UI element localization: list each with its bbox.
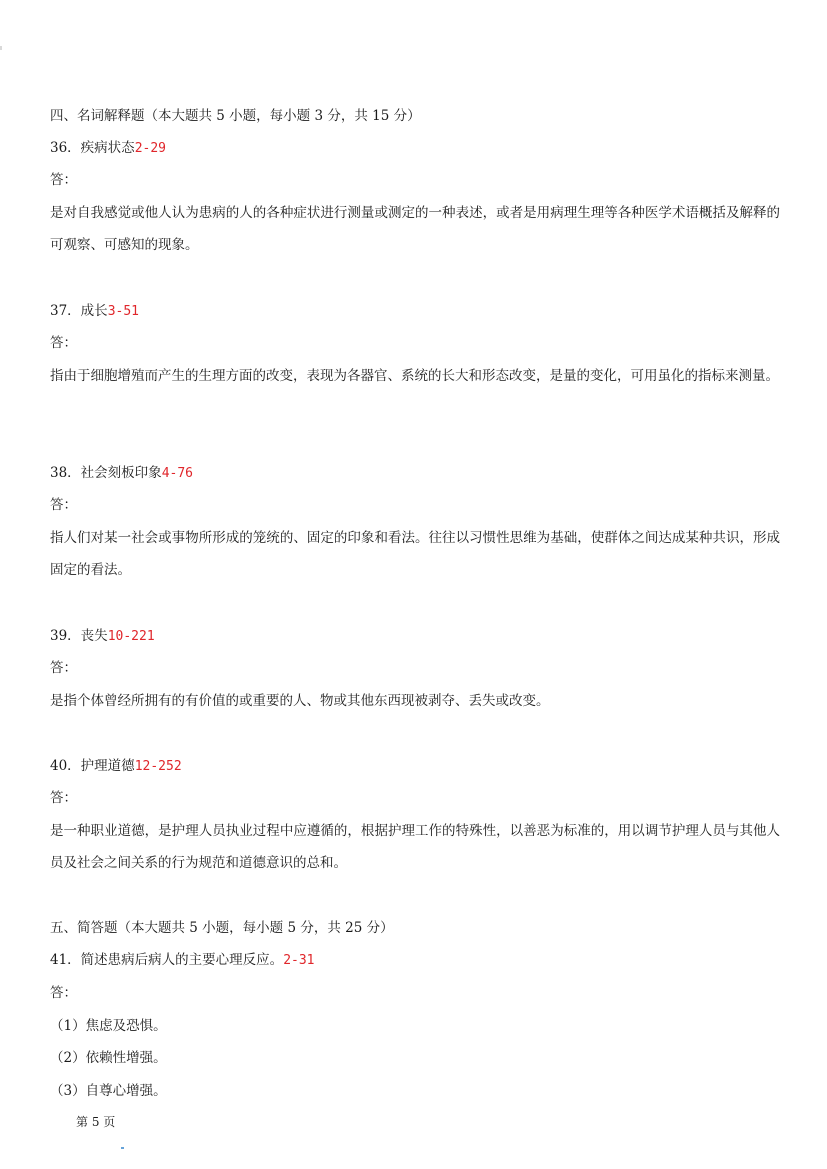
question-36-ref: 2-29 (134, 141, 166, 156)
footer-mark (121, 1147, 124, 1149)
question-40-ref: 12-252 (134, 759, 182, 774)
question-41-text: 41．简述患病后病人的主要心理反应。 (50, 952, 284, 968)
question-37-ref: 3-51 (107, 304, 139, 319)
question-37-title (50, 295, 780, 328)
question-37-text: 37．成长 (50, 303, 108, 319)
question-39-text: 39．丧失 (50, 628, 108, 644)
question-38-ref: 4-76 (161, 466, 193, 481)
page-number: 第 5 页 (76, 1115, 116, 1129)
question-36-text: 36．疾病状态 (50, 140, 135, 156)
question-41-item-1: （1）焦虑及恐惧。 (50, 1018, 167, 1034)
question-40-title (50, 750, 780, 783)
question-36-answer-label: 答： (50, 172, 77, 188)
question-40-answer-label: 答： (50, 790, 77, 806)
question-40-text: 40．护理道德 (50, 758, 135, 774)
question-41-answer-label: 答： (50, 985, 77, 1001)
question-36-title (50, 132, 780, 165)
question-37-answer: 指由于细胞增殖而产生的生理方面的改变，表现为各器官、系统的长大和形态改变，是量的变化，可用虽化的指标来测量。 (50, 368, 779, 384)
question-39-answer: 是指个体曾经所拥有的有价值的或重要的人、物或其他东西现被剥夺、丢失或改变。 (50, 693, 550, 709)
question-41-ref: 2-31 (283, 953, 315, 968)
question-41-item-3: （3）自尊心增强。 (50, 1083, 167, 1099)
question-36-answer: 是对自我感觉或他人认为患病的人的各种症状进行测量或测定的一种表述，或者是用病理生理等各种医学术语概括及解释的可观察、可感知的现象。 (50, 205, 780, 253)
edge-mark (0, 46, 2, 50)
question-40-answer: 是一种职业道德，是护理人员执业过程中应遵循的，根据护理工作的特殊性，以善恶为标准的，用以调节护理人员与其他人员及社会之间关系的行为规范和道德意识的总和。 (50, 823, 780, 871)
section-four-header: 四、名词解释题（本大题共 5 小题，每小题 3 分，共 15 分） (50, 108, 421, 124)
question-39-ref: 10-221 (107, 629, 155, 644)
question-38-text: 38．社会刻板印象 (50, 465, 162, 481)
question-41-item-2: （2）依赖性增强。 (50, 1050, 167, 1066)
section-five-header: 五、简答题（本大题共 5 小题，每小题 5 分，共 25 分） (50, 920, 394, 936)
question-39-title (50, 620, 780, 653)
question-39-answer-label: 答： (50, 660, 77, 676)
question-41-title (50, 944, 780, 977)
question-37-answer-label: 答： (50, 335, 77, 351)
question-38-answer: 指人们对某一社会或事物所形成的笼统的、固定的印象和看法。往往以习惯性思维为基础，使群体之间达成某种共识，形成固定的看法。 (50, 530, 780, 578)
question-38-title (50, 457, 780, 490)
question-38-answer-label: 答： (50, 497, 77, 513)
